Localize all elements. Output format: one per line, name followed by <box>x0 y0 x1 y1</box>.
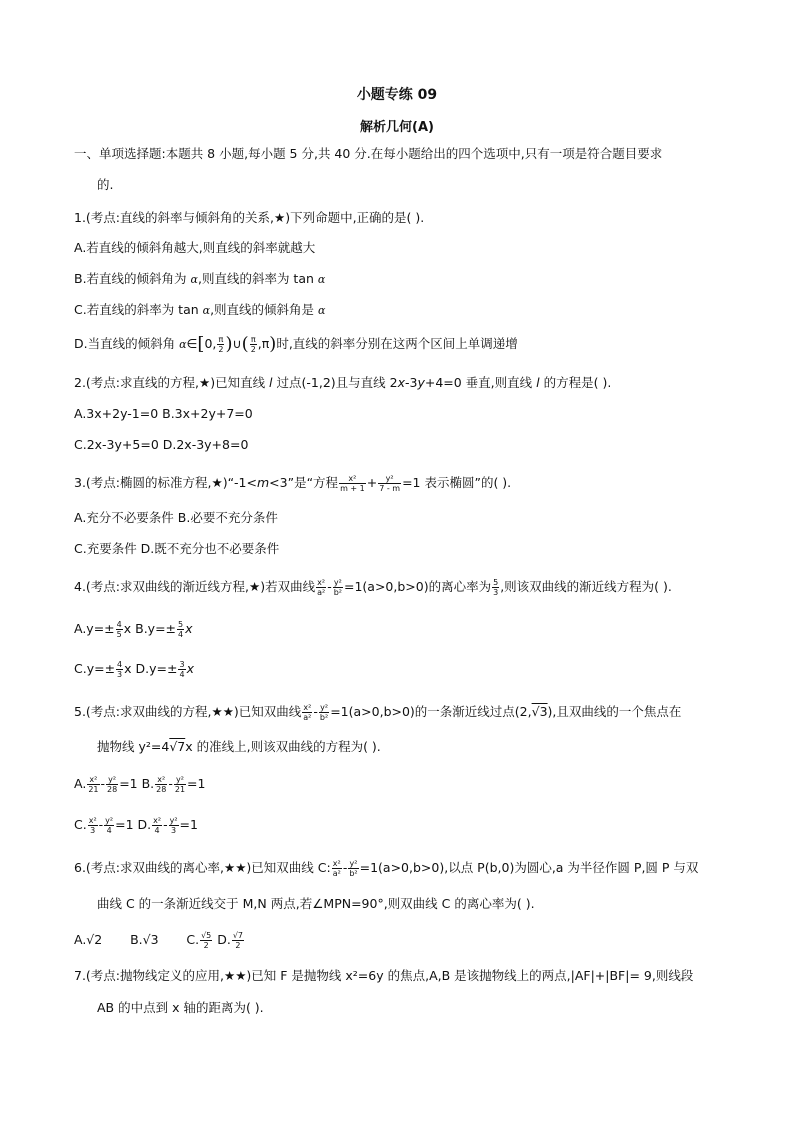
q2-options-ab: A.3x+2y-1=0 B.3x+2y+7=0 <box>74 406 253 421</box>
q7-stem-line2: AB 的中点到 x 轴的距离为( ). <box>97 1000 264 1015</box>
q6-stem-line1: 6.(考点:求双曲线的离心率,★★)已知双曲线 C: $\frac{\text{x²}}{\text{a²}}$ - $\frac{\text{y²}}{\text{b²}}$ =1(a>0,b>0),以点 P(b,0)为圆心,a 为半径作圆 P,圆 P 与双 <box>74 859 699 878</box>
q6-options: A.√2 B.√3 C. $\frac{√5}{2}$ D. $\frac{√7}{2}$ <box>74 931 244 950</box>
q3-options-cd: C.充要条件 D.既不充分也不必要条件 <box>74 541 280 556</box>
section-intro-line2: 的. <box>97 177 114 192</box>
q5-stem-line2: 抛物线 y²=4√7x 的准线上,则该双曲线的方程为( ). <box>97 739 381 754</box>
q5-options-cd: C. $\frac{\text{x²}}{3}$ - $\frac{\text{y²}}{4}$ =1 D. $\frac{\text{x²}}{4}$ - $\frac{\text{y²}}{3}$ =1 <box>74 816 198 835</box>
q2-options-cd: C.2x-3y+5=0 D.2x-3y+8=0 <box>74 437 249 452</box>
page-title: 小题专练 09 <box>356 87 438 103</box>
q3-stem: 3.(考点:椭圆的标准方程,★)“-1<m<3”是“方程 $\frac{\text{x²}}{m + 1}$ + $\frac{\text{y²}}{7 - m}$ =1 表示椭圆”的( ). <box>74 474 512 493</box>
q4-options-ab: A.y=± $\frac{4}{5}$ x B.y=± $\frac{5}{4}$ x <box>74 620 193 639</box>
q6-stem-line2: 曲线 C 的一条渐近线交于 M,N 两点,若∠MPN=90°,则双曲线 C 的离心率为( ). <box>97 896 535 911</box>
q1-option-c: C.若直线的斜率为 tan α,则直线的倾斜角是 α <box>74 302 326 317</box>
q4-options-cd: C.y=± $\frac{4}{3}$ x D.y=± $\frac{3}{4}$ x <box>74 660 194 679</box>
q3-options-ab: A.充分不必要条件 B.必要不充分条件 <box>74 510 278 525</box>
section-intro-line1: 一、单项选择题:本题共 8 小题,每小题 5 分,共 40 分.在每小题给出的四个选项中,只有一项是符合题目要求 <box>74 146 663 161</box>
q1-stem: 1.(考点:直线的斜率与倾斜角的关系,★)下列命题中,正确的是( ). <box>74 210 425 225</box>
q2-stem: 2.(考点:求直线的方程,★)已知直线 l 过点(-1,2)且与直线 2x-3y+4=0 垂直,则直线 l 的方程是( ). <box>74 375 612 390</box>
q1-option-d: D.当直线的倾斜角 α∈[0, $\frac{\pi}{2}$ )∪( $\frac{\pi}{2}$ ,π)时,直线的斜率分别在这两个区间上单调递增 <box>74 333 518 355</box>
q1-option-a: A.若直线的倾斜角越大,则直线的斜率就越大 <box>74 240 316 255</box>
q5-stem-line1: 5.(考点:求双曲线的方程,★★)已知双曲线 $\frac{\text{x²}}{\text{a²}}$ - $\frac{\text{y²}}{\text{b²}}$ =1(a>0,b>0)的一条渐近线过点(2,√3),且双曲线的一个焦点在 <box>74 703 682 722</box>
q1-option-b: B.若直线的倾斜角为 α,则直线的斜率为 tan α <box>74 271 326 286</box>
q7-stem-line1: 7.(考点:抛物线定义的应用,★★)已知 F 是抛物线 x²=6y 的焦点,A,B 是该抛物线上的两点,|AF|+|BF|= 9,则线段 <box>74 968 694 983</box>
q5-options-ab: A. $\frac{\text{x²}}{21}$ - $\frac{\text{y²}}{28}$ =1 B. $\frac{\text{x²}}{28}$ - $\frac{\text{y²}}{21}$ =1 <box>74 775 206 794</box>
page-subtitle: 解析几何(A) <box>360 120 434 135</box>
q4-stem: 4.(考点:求双曲线的渐近线方程,★)若双曲线 $\frac{\text{x²}}{\text{a²}}$ - $\frac{\text{y²}}{\text{b²}}$ =1(a>0,b>0)的离心率为 $\frac{5}{3}$ ,则该双曲线的渐近线方程为( ). <box>74 578 672 597</box>
